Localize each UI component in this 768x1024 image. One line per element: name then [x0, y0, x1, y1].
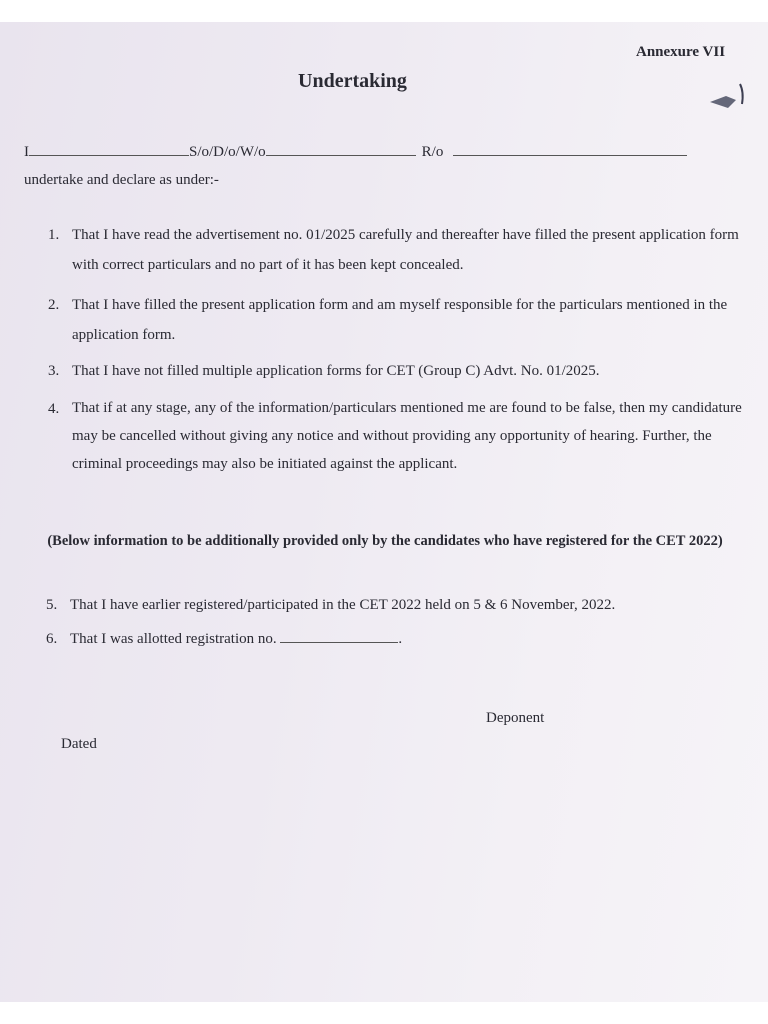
list-item — [48, 290, 748, 352]
annexure-label: Annexure VII — [636, 44, 726, 60]
identity-fill-row — [24, 144, 687, 161]
item-text-wrapper: That I was allotted registration no. . — [70, 631, 403, 647]
item-number: 4. — [48, 401, 60, 417]
list-item — [48, 394, 748, 486]
document-page — [0, 22, 768, 1002]
list-item — [48, 356, 748, 388]
relation-blank[interactable] — [266, 154, 416, 156]
name-blank[interactable] — [29, 154, 189, 156]
page-title: Undertaking — [298, 70, 407, 92]
item-number: 2. — [48, 297, 60, 313]
item-text: That I have not filled multiple application forms for CET (Group C) Advt. No. 01/2025. — [72, 363, 600, 379]
dated-label: Dated — [61, 736, 97, 752]
additional-note: (Below information to be additionally provided only by the candidates who have registered for the CET 2022) — [47, 533, 723, 549]
residence-blank[interactable] — [453, 154, 687, 156]
item-number: 3. — [48, 363, 60, 379]
residence-label: R/o — [421, 144, 444, 160]
declaration-intro: undertake and declare as under:- — [24, 172, 219, 188]
item-text: That I have filled the present application form and am myself responsible for the particulars mentioned in the application form. — [72, 297, 728, 343]
item-text: That if at any stage, any of the information/particulars mentioned me are found to be false, then my candidature may be cancelled without giving any notice and without providing any opportunity of hearing. Further, the criminal proceedings may also be initiated against the applicant. — [72, 400, 742, 472]
relation-label: S/o/D/o/W/o — [189, 144, 266, 160]
registration-no-blank[interactable] — [280, 641, 398, 643]
item-number: 1. — [48, 227, 60, 243]
item-number: 5. — [46, 597, 58, 613]
list-item — [46, 624, 746, 656]
item-text: That I have earlier registered/participated in the CET 2022 held on 5 & 6 November, 2022. — [70, 597, 616, 613]
item-text: That I was allotted registration no. — [70, 631, 277, 647]
item-text: That I have read the advertisement no. 01/2025 carefully and thereafter have filled the present application form with correct particulars and no part of it has been kept concealed. — [72, 227, 739, 273]
item-number: 6. — [46, 631, 58, 647]
deponent-label: Deponent — [486, 710, 545, 726]
list-item — [48, 220, 748, 282]
i-label: I — [24, 144, 29, 160]
list-item — [46, 590, 746, 622]
ink-mark-icon — [706, 82, 746, 118]
